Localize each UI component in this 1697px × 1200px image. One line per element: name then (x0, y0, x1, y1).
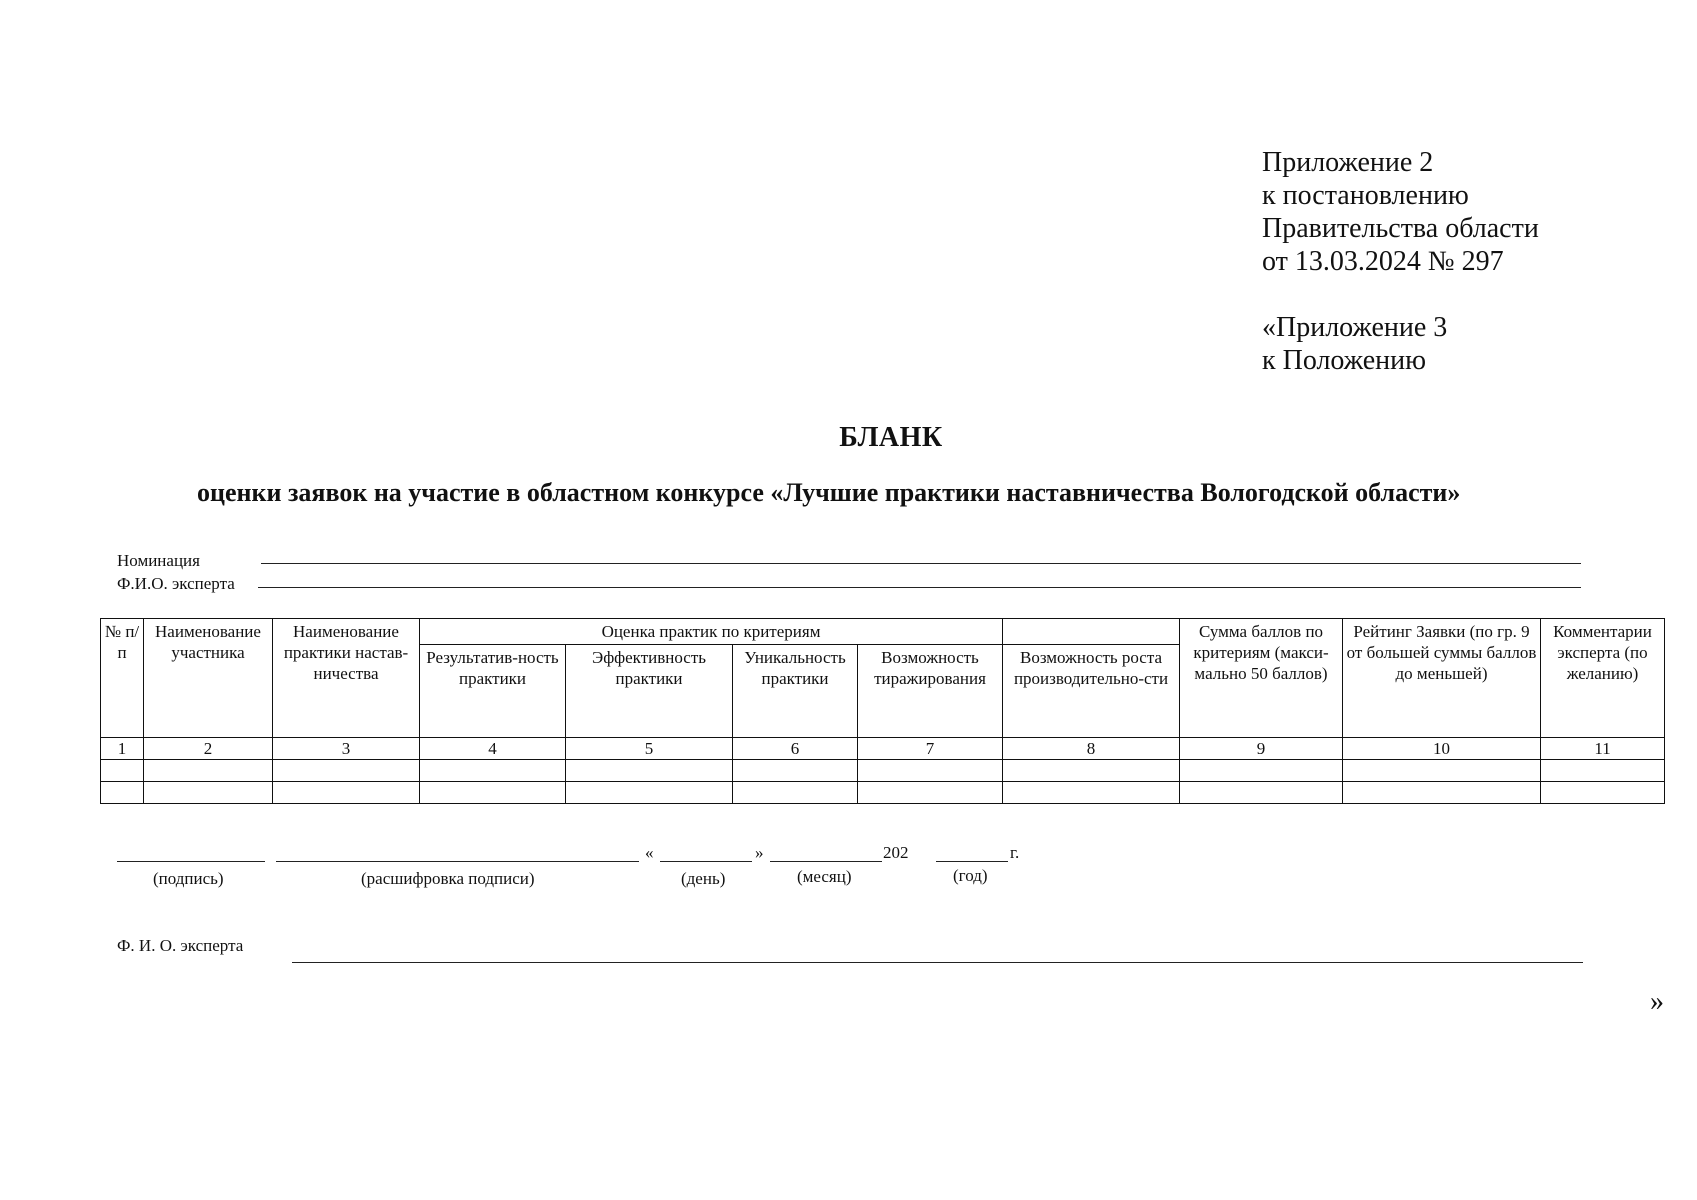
table-cell[interactable] (858, 760, 1003, 782)
nomination-label: Номинация (117, 551, 200, 570)
header-productivity: Возможность роста производительно-сти (1003, 645, 1180, 738)
signature-caption: (подпись) (153, 869, 224, 888)
header-participant: Наименование участника (144, 619, 273, 738)
table-cell[interactable] (733, 760, 858, 782)
footer-expert-label: Ф. И. О. эксперта (117, 936, 244, 955)
table-cell[interactable] (1343, 760, 1541, 782)
table-cell[interactable] (858, 782, 1003, 804)
table-cell[interactable] (1343, 782, 1541, 804)
header-result: Результатив-ность практики (420, 645, 566, 738)
table-cell[interactable] (273, 782, 420, 804)
table-row (101, 782, 1665, 804)
year-prefix: 202 (883, 843, 909, 862)
table-cell[interactable] (420, 760, 566, 782)
column-number: 11 (1541, 738, 1665, 760)
column-number: 7 (858, 738, 1003, 760)
header-efficiency: Эффективность практики (566, 645, 733, 738)
year-caption: (год) (953, 866, 988, 885)
table-cell[interactable] (420, 782, 566, 804)
month-field[interactable] (770, 861, 882, 862)
header-uniqueness: Уникальность практики (733, 645, 858, 738)
table-cell[interactable] (1003, 782, 1180, 804)
column-number: 9 (1180, 738, 1343, 760)
table-cell[interactable] (733, 782, 858, 804)
table-cell[interactable] (101, 782, 144, 804)
appendix-line: Правительства области (1262, 213, 1539, 244)
appendix-line: Приложение 2 (1262, 147, 1434, 178)
appendix-line: «Приложение 3 (1262, 312, 1448, 343)
document-title: БЛАНК (839, 422, 943, 453)
column-number: 4 (420, 738, 566, 760)
day-caption: (день) (681, 869, 726, 888)
closing-quote: » (1650, 986, 1664, 1017)
signature-decode-caption: (расшифровка подписи) (361, 869, 535, 888)
year-field[interactable] (936, 861, 1008, 862)
quote-close: » (755, 843, 764, 862)
table-cell[interactable] (1541, 782, 1665, 804)
table-cell[interactable] (273, 760, 420, 782)
header-criteria-group: Оценка практик по критериям (420, 619, 1003, 645)
header-sum: Сумма баллов по критериям (макси-мально 50 баллов) (1180, 619, 1343, 738)
appendix-line: от 13.03.2024 № 297 (1262, 246, 1504, 277)
evaluation-table (100, 618, 1665, 804)
header-num: № п/п (101, 619, 144, 738)
table-cell[interactable] (566, 760, 733, 782)
month-caption: (месяц) (797, 867, 852, 886)
column-number: 1 (101, 738, 144, 760)
column-numbers-row (101, 738, 1665, 760)
day-field[interactable] (660, 861, 752, 862)
column-number: 3 (273, 738, 420, 760)
signature-field[interactable] (117, 861, 265, 862)
column-number: 8 (1003, 738, 1180, 760)
signature-decode-field[interactable] (276, 861, 639, 862)
header-practice: Наименование практики настав-ничества (273, 619, 420, 738)
nomination-field[interactable] (261, 563, 1581, 564)
table-cell[interactable] (144, 782, 273, 804)
appendix-block (1262, 146, 1539, 377)
footer-expert-field[interactable] (292, 962, 1583, 963)
column-number: 6 (733, 738, 858, 760)
column-number: 5 (566, 738, 733, 760)
table-cell[interactable] (144, 760, 273, 782)
header-comments: Комментарии эксперта (по желанию) (1541, 619, 1665, 738)
header-rating: Рейтинг Заявки (по гр. 9 от большей суммы баллов до меньшей) (1343, 619, 1541, 738)
appendix-line: к Положению (1262, 345, 1427, 376)
appendix-gap (1262, 278, 1539, 311)
table-cell[interactable] (101, 760, 144, 782)
header-replication: Возможность тиражирования (858, 645, 1003, 738)
column-number: 2 (144, 738, 273, 760)
table-cell[interactable] (1541, 760, 1665, 782)
table-cell[interactable] (566, 782, 733, 804)
table-cell[interactable] (1180, 782, 1343, 804)
expert-name-label: Ф.И.О. эксперта (117, 574, 235, 593)
column-number: 10 (1343, 738, 1541, 760)
expert-name-field[interactable] (258, 587, 1581, 588)
quote-open: « (645, 843, 654, 862)
table-cell[interactable] (1180, 760, 1343, 782)
year-suffix: г. (1010, 843, 1020, 862)
document-subtitle: оценки заявок на участие в областном конкурсе «Лучшие практики наставничества Вологодской области» (197, 478, 1461, 507)
table-row (101, 760, 1665, 782)
appendix-line: к постановлению (1262, 180, 1469, 211)
table-cell[interactable] (1003, 760, 1180, 782)
header-empty-cell (1003, 619, 1180, 645)
